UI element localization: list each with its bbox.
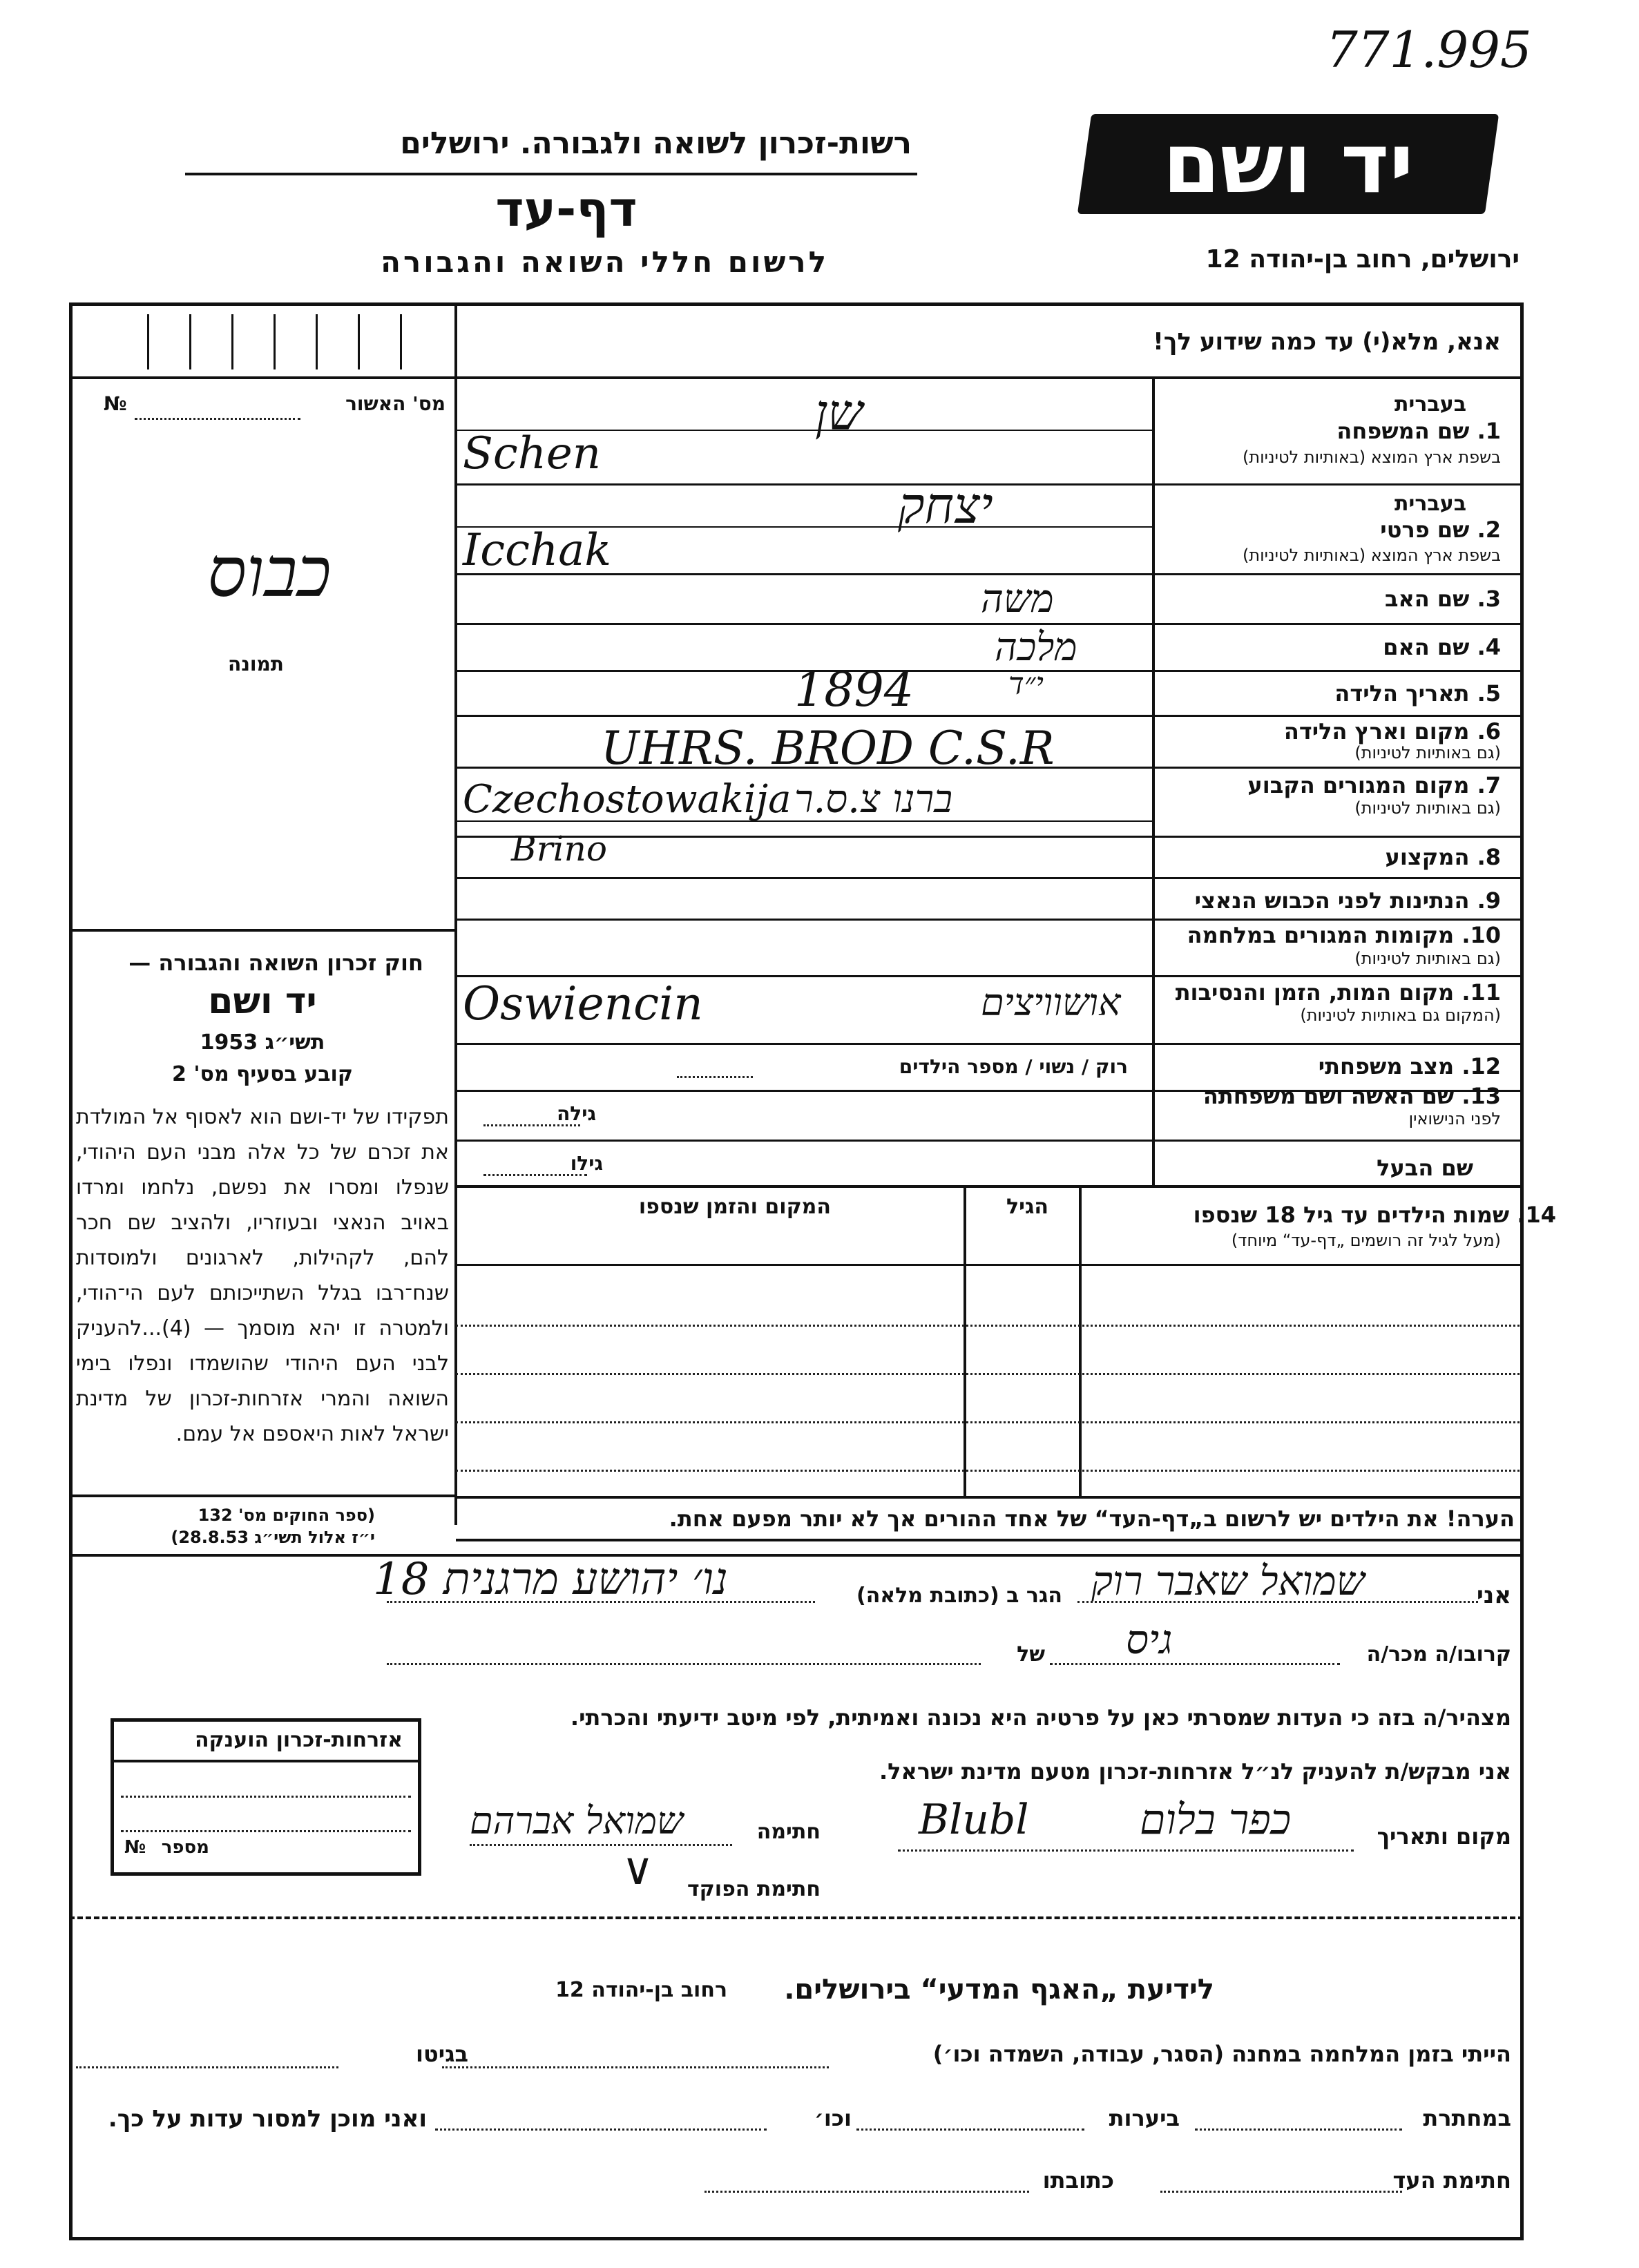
field-4-value: מלכה (995, 625, 1077, 670)
law-ref-2: י״ז אלול תשי״ג 28.8.53) (171, 1528, 375, 1547)
decl-relative: קרובו/ה מכר/ה (1366, 1642, 1511, 1666)
husband-label: שם הבעל (1377, 1155, 1473, 1181)
field-11-extra: אושוויצים (981, 981, 1121, 1024)
field-12-label: 12. מצב משפחתי (1318, 1053, 1501, 1079)
field-4-label: 4. שם האם (1383, 634, 1501, 660)
decl-request: אני מבקש/ת להעניק לנ״ל אזרחות-זכרון מטעם מדינת ישראל. (879, 1758, 1511, 1785)
field-8-label: 8. המקצוע (1385, 844, 1501, 870)
field-7-value2: Brino (511, 829, 607, 869)
footer-title-b: רחוב בן-יהודה 12 (555, 1978, 727, 2002)
form-subtitle: לרשום חללי השואה והגבורה (381, 245, 829, 279)
footer-title-a: לידיעת „האגף המדעי“ בירושלים. (784, 1974, 1214, 2006)
footer-line2-c: וכו׳ (814, 2105, 852, 2131)
photo-handwritten: כבוס (207, 532, 332, 613)
field-2-latin-value: Icchak (463, 525, 612, 576)
husband-value: גילו (570, 1152, 603, 1175)
field-2-hebrew-value: יצחק (898, 477, 993, 535)
field-11-sub: (המקום גם באותיות לטיניות) (1300, 1006, 1501, 1025)
field-5-label: 5. תאריך הלידה (1334, 680, 1501, 707)
decl-signature-hw: שמואל אברהם (470, 1799, 684, 1843)
decl-relation: גיס (1126, 1616, 1173, 1663)
note-text: הערה! את הילדים יש לרשום ב„דף-העד“ של אחד ההורים אך לא יותר מפעם אחת. (669, 1506, 1515, 1532)
decl-address: נו׳ יהושע מרגנית 18 (373, 1554, 728, 1605)
footer-line2-d: ואני מוכן למסור עדות על כך. (108, 2105, 427, 2133)
citizenship-no-sign: № (124, 1837, 146, 1858)
footer-line1-a: הייתי בזמן המלחמה במחנה (הסגר, עבודה, השמדה וכו׳) (932, 2041, 1511, 2067)
field-1-hebrew-tag: בעברית (1394, 392, 1466, 416)
field-7-label: 7. מקום המגורים הקבוע (1247, 772, 1501, 798)
law-name: יד ושם (208, 981, 317, 1022)
law-ref-1: (ספר החוקים מס' 132 (198, 1506, 375, 1525)
children-label: 14. שמות הילדים עד גיל 18 שנספו (1193, 1202, 1556, 1228)
children-sub: (מעל לגיל זה רושמים „דף-עד“ מיוחד) (1231, 1231, 1501, 1250)
field-1-label: 1. שם המשפחה (1336, 418, 1501, 444)
decl-place-date-hw2: Blubl (919, 1796, 1029, 1844)
field-6-value: UHRS. BROD C.S.R (601, 722, 1055, 775)
field-10-label: 10. מקומות המגורים במלחמה (1187, 922, 1501, 948)
field-1-latin-value: Schen (463, 428, 601, 479)
field-5-extra: י״ד (1008, 666, 1044, 702)
decl-place-date-hw: כפר בלום (1140, 1796, 1292, 1844)
field-13-value: גילה (557, 1102, 596, 1125)
field-2-hebrew-tag: בעברית (1394, 492, 1466, 516)
photo-label: תמונה (228, 653, 284, 675)
decl-name: שמואל שאבר רוק (1091, 1557, 1365, 1604)
form-title: דף-עד (495, 181, 638, 238)
archive-number: 771.995 (1326, 21, 1532, 79)
footer-line3-a: חתימת העד (1392, 2167, 1511, 2193)
law-section: קובע בסעיף מס' 2 (172, 1062, 353, 1086)
field-13-sub: לפני הנישואין (1408, 1109, 1501, 1128)
field-2-label: 2. שם פרטי (1380, 517, 1501, 543)
citizenship-number: מספר (161, 1837, 209, 1858)
field-10-sub: (גם באותיות לטיניות) (1354, 949, 1501, 968)
footer-line1-b: בגיטו (416, 2041, 468, 2067)
decl-officer-mark: ∨ (622, 1844, 654, 1895)
field-6-label: 6. מקום וארץ הלידה (1283, 718, 1501, 744)
yad-vashem-logo (1077, 114, 1499, 214)
decl-of: של (1017, 1642, 1045, 1666)
law-title: חוק זכרון השואה והגבורה — (128, 950, 423, 976)
field-12-value: רוק / נשוי / מספר הילדים (899, 1055, 1128, 1078)
field-2-sub: בשפת ארץ המוצא (באותיות לטיניות) (1243, 546, 1501, 565)
authority-title: רשות-זכרון לשואה ולגבורה. ירושלים (400, 126, 912, 161)
children-col-age: הגיל (1006, 1195, 1048, 1219)
logo-text: יד ושם (1162, 116, 1414, 212)
field-3-value: משה (981, 577, 1054, 622)
children-col-place: המקום והזמן שנספו (638, 1195, 831, 1219)
field-7-value: Czechostowakija (463, 777, 792, 822)
request-text: אנא, מלא(י) עד כמה שידוע לך! (1153, 328, 1501, 356)
field-9-label: 9. הנתינות לפני הכבוש הנאצי (1194, 887, 1501, 914)
field-5-value: 1894 (794, 663, 914, 718)
field-6-sub: (גם באותיות לטיניות) (1354, 743, 1501, 762)
field-1-sub: בשפת ארץ המוצא (באותיות לטיניות) (1243, 448, 1501, 467)
field-7-extra: ברנו צ.ס.ר (794, 777, 953, 822)
field-11-value: Oswiencin (463, 977, 703, 1030)
footer-line2-a: במחתרת (1423, 2105, 1511, 2131)
field-7-sub: (גם באותיות לטיניות) (1354, 798, 1501, 818)
footer-line3-b: כתובתו (1042, 2167, 1114, 2193)
approval-label: מס' האשור (345, 392, 445, 415)
decl-signature: חתימה (756, 1820, 821, 1844)
footer-line2-b: ביערות (1109, 2105, 1180, 2131)
decl-statement: מצהיר/ה בזה כי העדות שמסרתי כאן על פרטיה היא נכונה ואמיתית, לפי מיטב ידיעתי והכרתי. (570, 1704, 1511, 1731)
field-1-hebrew-value: שן (815, 383, 863, 441)
approval-boxes (83, 314, 442, 369)
decl-ani: אני (1476, 1582, 1511, 1609)
field-3-label: 3. שם האב (1384, 586, 1501, 612)
decl-resides: הגר ב (כתובת מלאה) (856, 1584, 1062, 1608)
citizenship-title: אזרחות-זכרון הוענקה (194, 1728, 403, 1752)
field-11-label: 11. מקום המות, הזמן והנסיבות (1175, 979, 1501, 1006)
decl-place-date: מקום ותאריך (1377, 1823, 1511, 1849)
law-text: תפקידו של יד-ושם הוא לאסוף אל המולדת את זכרם של כל אלה מבני העם היהודי, שנפלו ומסרו את נפשם, נלחמו ומרדו באויב הנאצי ובעוזריו, ולהציב שם חכר להם, לקהילות, לארגונים ולמוסדות שנח־רבו בגלל השתייכותם לעם הי־הודי, ולמטרה זו יהא מוסמך — (4)...להעניק לבני העם היהודי שהושמדו ונפלו בימי השואה והמרי אזרחות-זכרון של מדינת ישראל לאות היאספם אל עמם. (76, 1105, 449, 1446)
header-address: ירושלים, רחוב בן-יהודה 12 (1205, 245, 1520, 273)
field-13-label: 13. שם האשה ושם משפחתה (1202, 1083, 1501, 1109)
approval-no-sign: № (104, 392, 127, 415)
decl-officer-signature: חתימת הפוקד (687, 1877, 821, 1901)
law-year: תשי״ג 1953 (200, 1030, 325, 1055)
